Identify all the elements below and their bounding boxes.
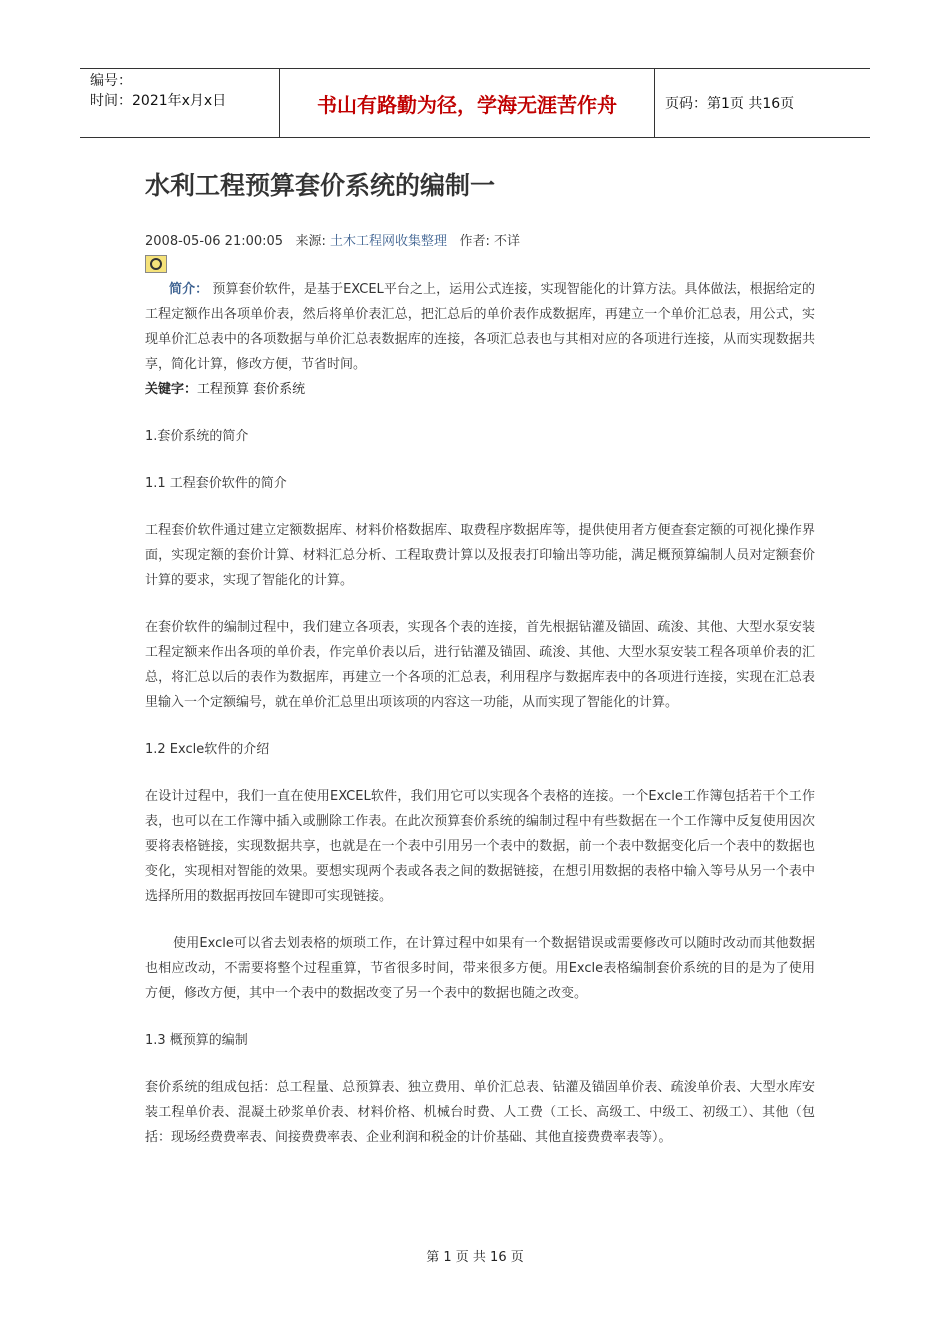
author-label: 作者: [459,234,490,249]
time-label: 时间：2021年x月x日 [90,93,227,109]
number-label: 编号： [90,73,132,89]
paragraph-4: 使用Excle可以省去划表格的烦琐工作，在计算过程中如果有一个数据错误或需要修改可以随时改动而其他数据也相应改动，不需要将整个过程重算，节省很多时间，带来很多方便。用Excle表格编制套价系统的目的是为了使用方便，修改方便，其中一个表中的数据改变了另一个表中的数据也随之改变。 [145,936,815,1001]
keywords-text: 工程预算 套价系统 [197,382,306,397]
paragraph-1: 工程套价软件通过建立定额数据库、材料价格数据库、取费程序数据库等，提供使用者方便查套定额的可视化操作界面，实现定额的套价计算、材料汇总分析、工程取费计算以及报表打印输出等功能，满足概预算编制人员对定额套价计算的要求，实现了智能化的计算。 [145,523,815,588]
article-title: 水利工程预算套价系统的编制一 [145,171,496,200]
source-link[interactable]: 土木工程网收集整理 [330,234,448,249]
paragraph-2: 在套价软件的编制过程中，我们建立各项表，实现各个表的连接，首先根据钻灌及锚固、疏浚、其他、大型水泵安装工程定额来作出各项的单价表，作完单价表以后，进行钻灌及锚固、疏浚、其他、大型水泵安装工程各项单价表的汇总，将汇总以后的表作为数据库，再建立一个各项的汇总表，利用程序与数据库表中的各项进行连接，实现在汇总表里输入一个定额编号，就在单价汇总里出项该项的内容这一功能，从而实现了智能化的计算。 [145,620,815,710]
intro-text: 预算套价软件，是基于EXCEL平台之上，运用公式连接，实现智能化的计算方法。具体做法，根据给定的工程定额作出各项单价表，然后将单价表汇总，把汇总后的单价表作成数据库，再建立一个单价汇总表，用公式，实现单价汇总表中的各项数据与单价汇总表数据库的连接，各项汇总表也与其相对应的各项进行连接，从而实现数据共享，简化计算，修改方便，节省时间。 [145,282,815,372]
intro-paragraph [145,277,815,377]
page-footer: 第 1 页 共 16 页 [426,1250,524,1265]
source-label: 来源: [295,234,326,249]
section-1-1-heading: 1.1 工程套价软件的简介 [145,476,287,491]
article-date: 2008-05-06 21:00:05 [145,234,284,249]
keywords-line [145,377,815,402]
intro-label: 简介： [169,282,209,297]
header-motto: 书山有路勤为径，学海无涯苦作舟 [280,69,655,137]
document-header [80,68,870,138]
keywords-label: 关键字： [145,382,198,397]
author-name: 不详 [493,234,520,249]
article-body [145,168,815,1150]
paragraph-5: 套价系统的组成包括：总工程量、总预算表、独立费用、单价汇总表、钻灌及锚固单价表、疏浚单价表、大型水库安装工程单价表、混凝土砂浆单价表、材料价格、机械台时费、人工费（工长、高级工、中级工、初级工）、其他（包括：现场经费费率表、间接费费率表、企业利润和税金的计价基础、其他直接费费率表等）。 [145,1080,815,1145]
article-image-icon[interactable] [145,255,167,273]
paragraph-3: 在设计过程中，我们一直在使用EXCEL软件，我们用它可以实现各个表格的连接。一个Excle工作簿包括若干个工作表，也可以在工作簿中插入或删除工作表。在此次预算套价系统的编制过程中有些数据在一个工作簿中反复使用因次要将表格链接，实现数据共享，也就是在一个表中引用另一个表中的数据，前一个表中数据变化后一个表中的数据也变化，实现相对智能的效果。要想实现两个表或各表之间的数据链接，在想引用数据的表格中输入等号从另一个表中选择所用的数据再按回车键即可实现链接。 [145,789,815,904]
section-1-2-heading: 1.2 Excle软件的介绍 [145,742,270,757]
section-1-3-heading: 1.3 概预算的编制 [145,1033,248,1048]
section-1-heading: 1.套价系统的简介 [145,429,249,444]
article-meta [145,232,815,252]
header-left-cell [80,69,280,137]
header-page-info: 页码：第1页 共16页 [665,96,795,112]
